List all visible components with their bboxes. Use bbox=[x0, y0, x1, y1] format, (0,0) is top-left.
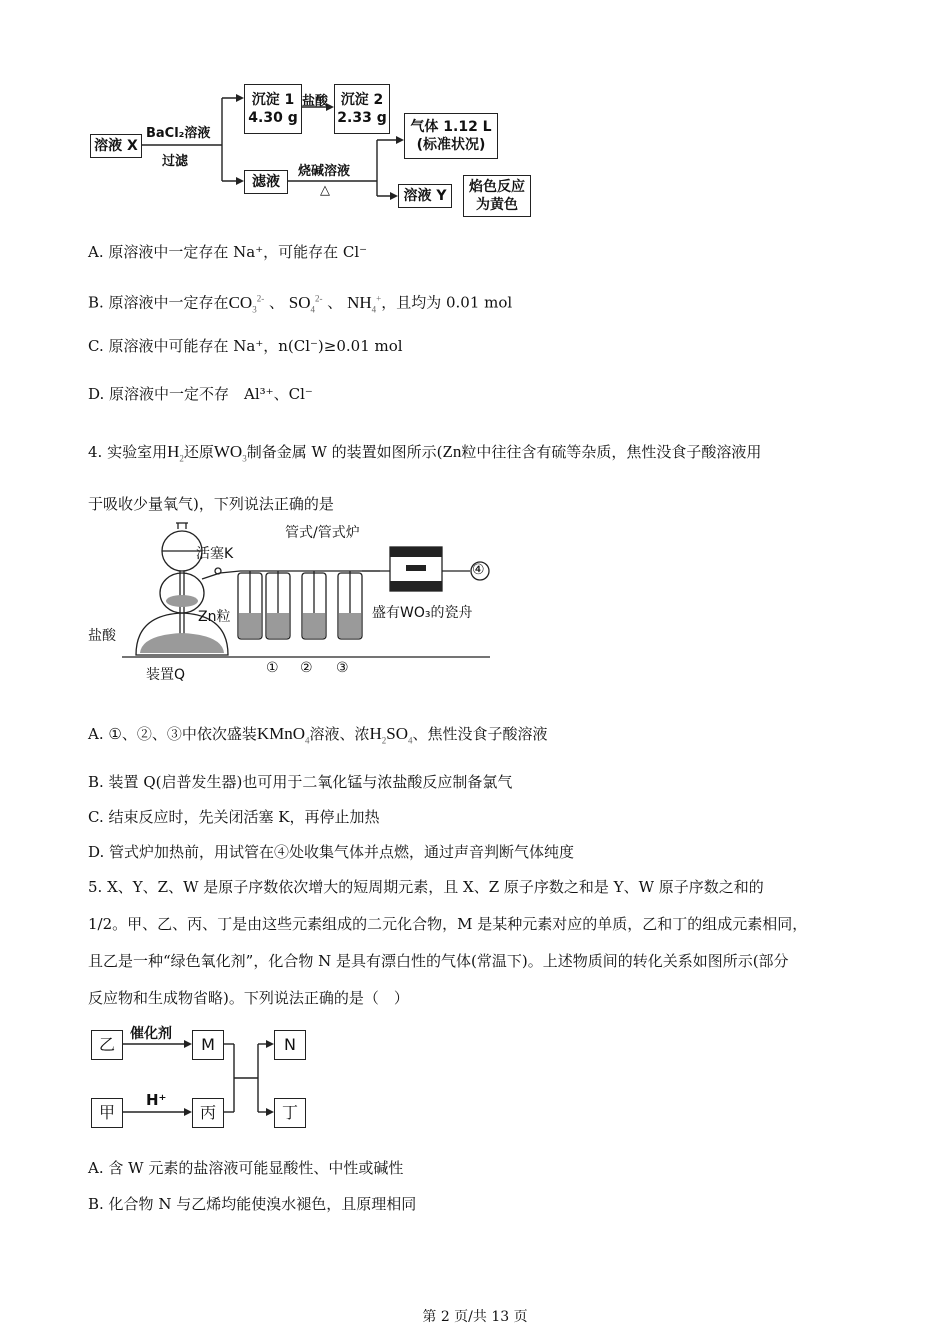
boat-label: 盛有WO₃的瓷舟 bbox=[372, 605, 473, 621]
q5-stem-line-4: 反应物和生成物省略)。下列说法正确的是（ ） bbox=[88, 989, 409, 1007]
q3-b-suffix: ，且均为 0.01 mol bbox=[381, 293, 513, 312]
solution-y-box: 溶液 Y bbox=[398, 184, 452, 208]
filter-label: 过滤 bbox=[162, 154, 189, 169]
naoh-label: 烧碱溶液 bbox=[298, 164, 351, 179]
flame-line-2: 为黄色 bbox=[476, 197, 518, 213]
yi-box: 乙 bbox=[91, 1030, 123, 1060]
heat-symbol: △ bbox=[320, 183, 330, 198]
q4-a-mid: 溶液、浓 bbox=[309, 725, 370, 743]
flame-test-box bbox=[463, 175, 531, 217]
q3-b-prefix: B. 原溶液中一定存在 bbox=[88, 293, 229, 312]
q3-option-d: D. 原溶液中一定不存 Al³⁺、Cl⁻ bbox=[88, 385, 313, 403]
gas-condition: (标准状况) bbox=[416, 137, 486, 153]
wo3-formula: WO bbox=[213, 442, 243, 461]
hcl-app-label: 盐酸 bbox=[88, 628, 116, 644]
q4-option-d: D. 管式炉加热前，用试管在④处收集气体并点燃，通过声音判断气体纯度 bbox=[88, 843, 575, 861]
device-q-label: 装置Q bbox=[146, 667, 186, 683]
q4-stem-a: 4. 实验室用 bbox=[88, 443, 168, 461]
bing-box: 丙 bbox=[192, 1098, 224, 1128]
bottle-2-label: ② bbox=[300, 660, 313, 676]
q4-a-prefix: A. ①、②、③中依次盛装 bbox=[88, 725, 257, 743]
q5-option-a: A. 含 W 元素的盐溶液可能显酸性、中性或碱性 bbox=[88, 1159, 404, 1177]
q3-b-sep-2: 、 bbox=[327, 293, 343, 312]
q5-stem-line-3: 且乙是一种“绿色氧化剂”，化合物 N 是具有漂白性的气体(常温下)。上述物质间的转化关系如图所示(部分 bbox=[88, 952, 789, 970]
q4-stem-line-1: 4. 实验室用$H_2$还原$WO_3$制备金属 W 的装置如图所示(Zn粒中往往含有硫等杂质，焦性没食子酸溶液用 bbox=[88, 442, 762, 464]
catalyst-label: 催化剂 bbox=[130, 1026, 172, 1042]
q5-stem-line-2: 1/2。甲、乙、丙、丁是由这些元素组成的二元化合物，M 是某种元素对应的单质，乙和丁的组成元素相同， bbox=[88, 915, 808, 933]
bacl2-label: BaCl₂溶液 bbox=[146, 126, 211, 141]
zn-label: Zn粒 bbox=[198, 609, 231, 625]
q4-option-b: B. 装置 Q(启普发生器)也可用于二氧化锰与浓盐酸反应制备氯气 bbox=[88, 773, 513, 791]
outlet-4-label: ④ bbox=[472, 562, 485, 578]
m-box: M bbox=[192, 1030, 224, 1060]
gas-volume: 气体 1.12 L bbox=[410, 119, 492, 135]
furnace-label: 管式/管式炉 bbox=[285, 525, 360, 541]
precipitate-1-mass: 4.30 g bbox=[248, 110, 298, 126]
bottle-3-label: ③ bbox=[336, 660, 349, 676]
flame-line-1: 焰色反应 bbox=[469, 179, 525, 195]
precipitate-2-name: 沉淀 2 bbox=[340, 92, 384, 108]
ding-box: 丁 bbox=[274, 1098, 306, 1128]
gas-box bbox=[404, 113, 498, 159]
h2so4-formula: H bbox=[369, 724, 382, 743]
bottle-1-label: ① bbox=[266, 660, 279, 676]
valve-label: 活塞K bbox=[196, 546, 234, 562]
q3-option-c: C. 原溶液中可能存在 Na⁺，n(Cl⁻)≥0.01 mol bbox=[88, 337, 403, 355]
page-footer: 第 2 页/共 13 页 bbox=[422, 1309, 528, 1325]
precipitate-2-mass: 2.33 g bbox=[337, 110, 387, 126]
q3-option-a: A. 原溶液中一定存在 Na⁺，可能存在 Cl⁻ bbox=[88, 243, 368, 261]
q4-a-suffix: 、焦性没食子酸溶液 bbox=[412, 725, 548, 743]
kmno4-formula: KMnO bbox=[256, 724, 305, 743]
filtrate-box: 滤液 bbox=[244, 170, 288, 194]
zn-formula: Zn bbox=[442, 442, 462, 461]
q4-stem-d: 粒中往往含有硫等杂质，焦性没食子酸溶液用 bbox=[461, 443, 762, 461]
q4-stem-line-2: 于吸收少量氧气)，下列说法正确的是 bbox=[88, 495, 334, 513]
q3-option-b: B. 原溶液中一定存在$CO_3^{2-}$ 、 $SO_4^{2-}$ 、 $NH_4^+$，且均为 0.01 mol bbox=[88, 292, 513, 315]
q4-stem-b: 还原 bbox=[183, 443, 214, 461]
jia-box: 甲 bbox=[91, 1098, 123, 1128]
q4-option-a: A. ①、②、③中依次盛装KMnO$_4$溶液、浓$H_2SO_4$、焦性没食子酸溶液 bbox=[88, 724, 548, 746]
q4-stem-c: 制备金属 W 的装置如图所示( bbox=[246, 443, 443, 461]
co3-formula: CO bbox=[228, 292, 253, 312]
n-box: N bbox=[274, 1030, 306, 1060]
hplus-label: H⁺ bbox=[146, 1091, 167, 1109]
precipitate-2-box bbox=[334, 84, 390, 134]
q3-b-sep-1: 、 bbox=[268, 293, 284, 312]
h2-formula: H bbox=[167, 442, 180, 461]
solution-x-box: 溶液 X bbox=[90, 134, 142, 158]
hcl-label: 盐酸 bbox=[302, 94, 329, 109]
precipitate-1-name: 沉淀 1 bbox=[251, 92, 295, 108]
q4-option-c: C. 结束反应时，先关闭活塞 K，再停止加热 bbox=[88, 808, 380, 826]
q5-stem-line-1: 5. X、Y、Z、W 是原子序数依次增大的短周期元素，且 X、Z 原子序数之和是 Y、W 原子序数之和的 bbox=[88, 878, 764, 896]
nh4-formula: NH bbox=[347, 292, 372, 312]
precipitate-1-box bbox=[244, 84, 302, 134]
q5-option-b: B. 化合物 N 与乙烯均能使溴水褪色，且原理相同 bbox=[88, 1195, 417, 1213]
so4-formula: SO bbox=[288, 292, 311, 312]
